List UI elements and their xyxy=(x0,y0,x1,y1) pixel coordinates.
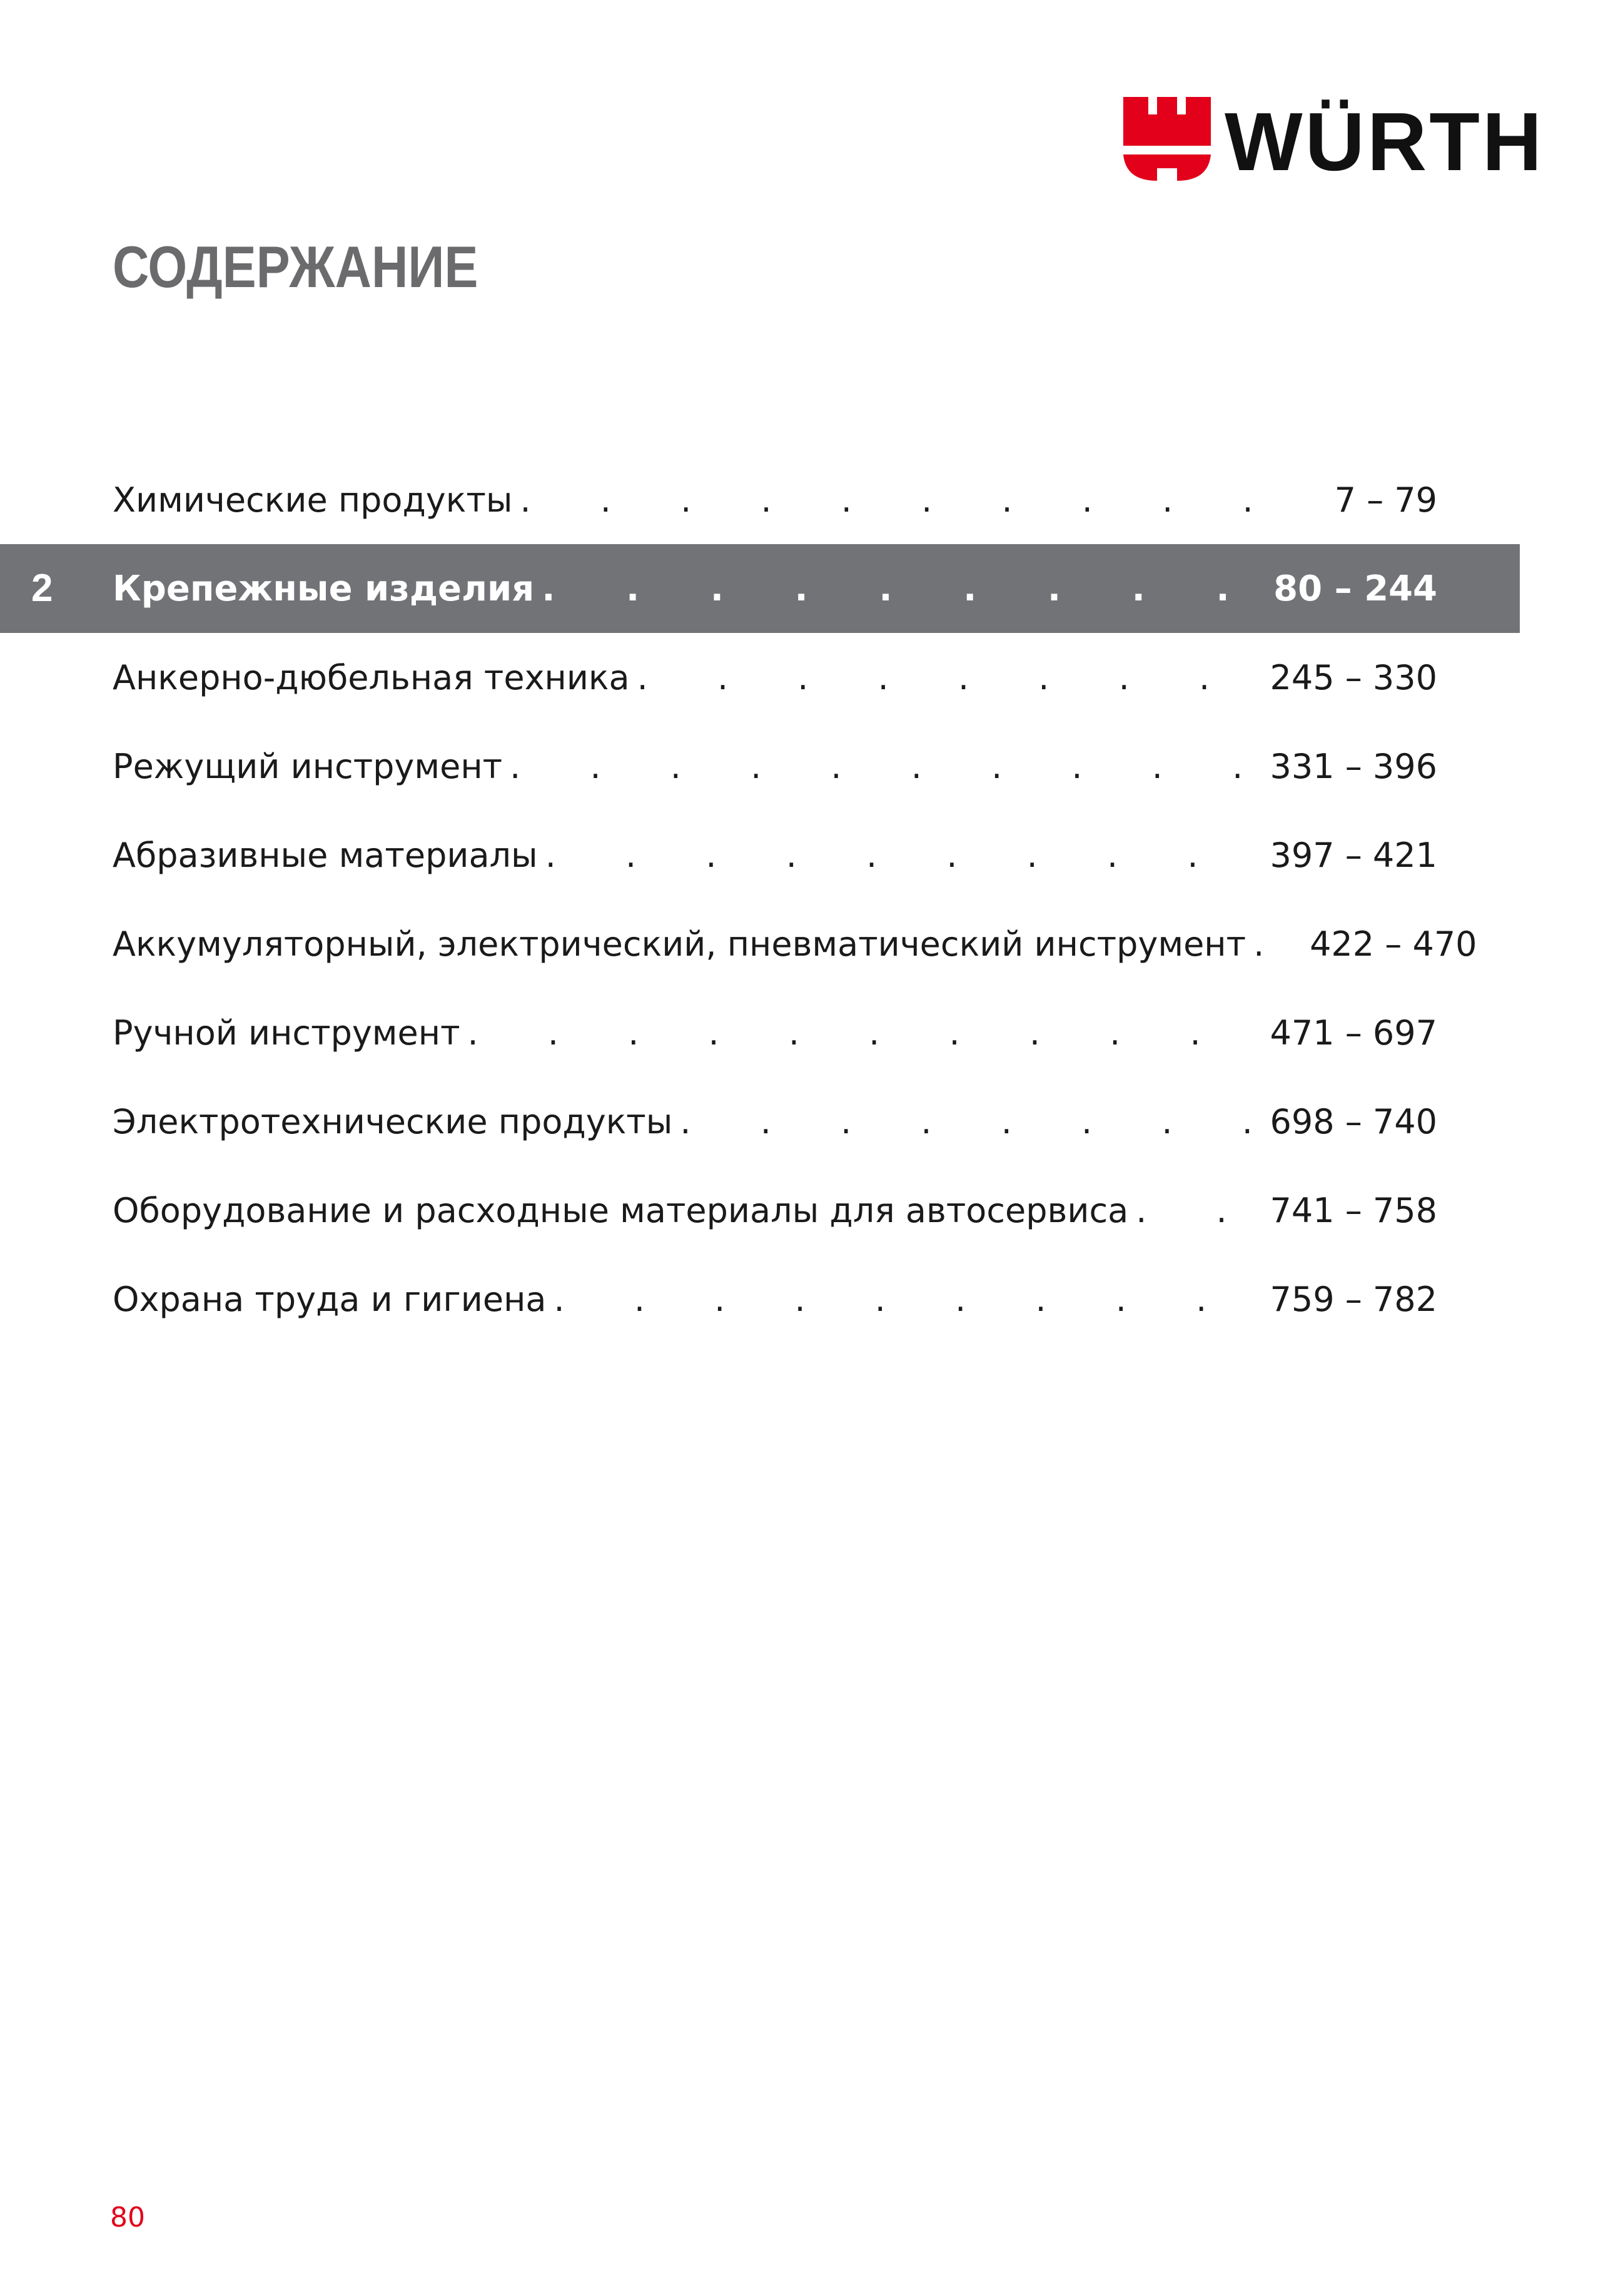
toc-pages: 741 – 758 xyxy=(1270,1190,1437,1230)
toc-label: Электротехнические продукты xyxy=(113,1101,673,1141)
toc-label: Охрана труда и гигиена xyxy=(113,1279,547,1319)
page-number: 80 xyxy=(110,2202,145,2233)
toc-leader-dots xyxy=(542,569,1255,609)
toc-row-electrical[interactable] xyxy=(0,1077,1520,1166)
toc-label: Аккумуляторный, электрический, пневматический инструмент xyxy=(113,924,1246,964)
toc-pages: 471 – 697 xyxy=(1270,1013,1437,1053)
toc-label: Химические продукты xyxy=(113,480,513,520)
toc-pages: 422 – 470 xyxy=(1310,924,1477,964)
toc-label: Абразивные материалы xyxy=(113,835,538,875)
toc-leader-dots xyxy=(510,747,1251,786)
toc-label: Анкерно-дюбельная техника xyxy=(113,657,630,697)
toc-label: Крепежные изделия xyxy=(113,568,535,609)
toc-leader-dots xyxy=(680,1102,1251,1141)
toc-leader-dots xyxy=(520,480,1315,520)
toc-leader-dots xyxy=(545,836,1251,875)
toc-row-safety[interactable] xyxy=(0,1255,1520,1343)
toc-pages: 80 – 244 xyxy=(1273,568,1437,609)
toc-label: Ручной инструмент xyxy=(113,1013,460,1053)
toc-leader-dots xyxy=(1136,1191,1251,1230)
wurth-logo-mark xyxy=(1123,97,1211,185)
toc-row-cutting-tools[interactable] xyxy=(0,722,1520,811)
toc-label: Режущий инструмент xyxy=(113,746,503,786)
toc-row-chemicals[interactable] xyxy=(0,455,1520,544)
toc-pages: 7 – 79 xyxy=(1334,480,1437,520)
page-title: СОДЕРЖАНИЕ xyxy=(113,234,478,300)
logo-wordmark: WÜRTH xyxy=(1225,96,1545,188)
toc-section-number: 2 xyxy=(31,567,53,610)
wurth-logo xyxy=(1123,96,1545,188)
toc-leader-dots xyxy=(637,658,1251,697)
toc-pages: 245 – 330 xyxy=(1270,657,1437,697)
toc-label: Оборудование и расходные материалы для автосервиса xyxy=(113,1190,1129,1230)
toc-pages: 397 – 421 xyxy=(1270,835,1437,875)
toc-row-auto-service[interactable] xyxy=(0,1166,1520,1255)
toc-leader-dots xyxy=(554,1280,1251,1319)
toc-row-hand-tools[interactable] xyxy=(0,988,1520,1077)
toc-leader-dots xyxy=(1253,924,1291,964)
toc-pages: 698 – 740 xyxy=(1270,1101,1437,1141)
toc-row-anchors[interactable] xyxy=(0,633,1520,722)
toc-row-power-tools[interactable] xyxy=(0,899,1520,988)
toc-leader-dots xyxy=(468,1013,1251,1053)
toc-pages: 759 – 782 xyxy=(1270,1279,1437,1319)
toc-row-fasteners-active[interactable] xyxy=(0,544,1520,633)
toc-pages: 331 – 396 xyxy=(1270,746,1437,786)
toc-row-abrasives[interactable] xyxy=(0,811,1520,899)
